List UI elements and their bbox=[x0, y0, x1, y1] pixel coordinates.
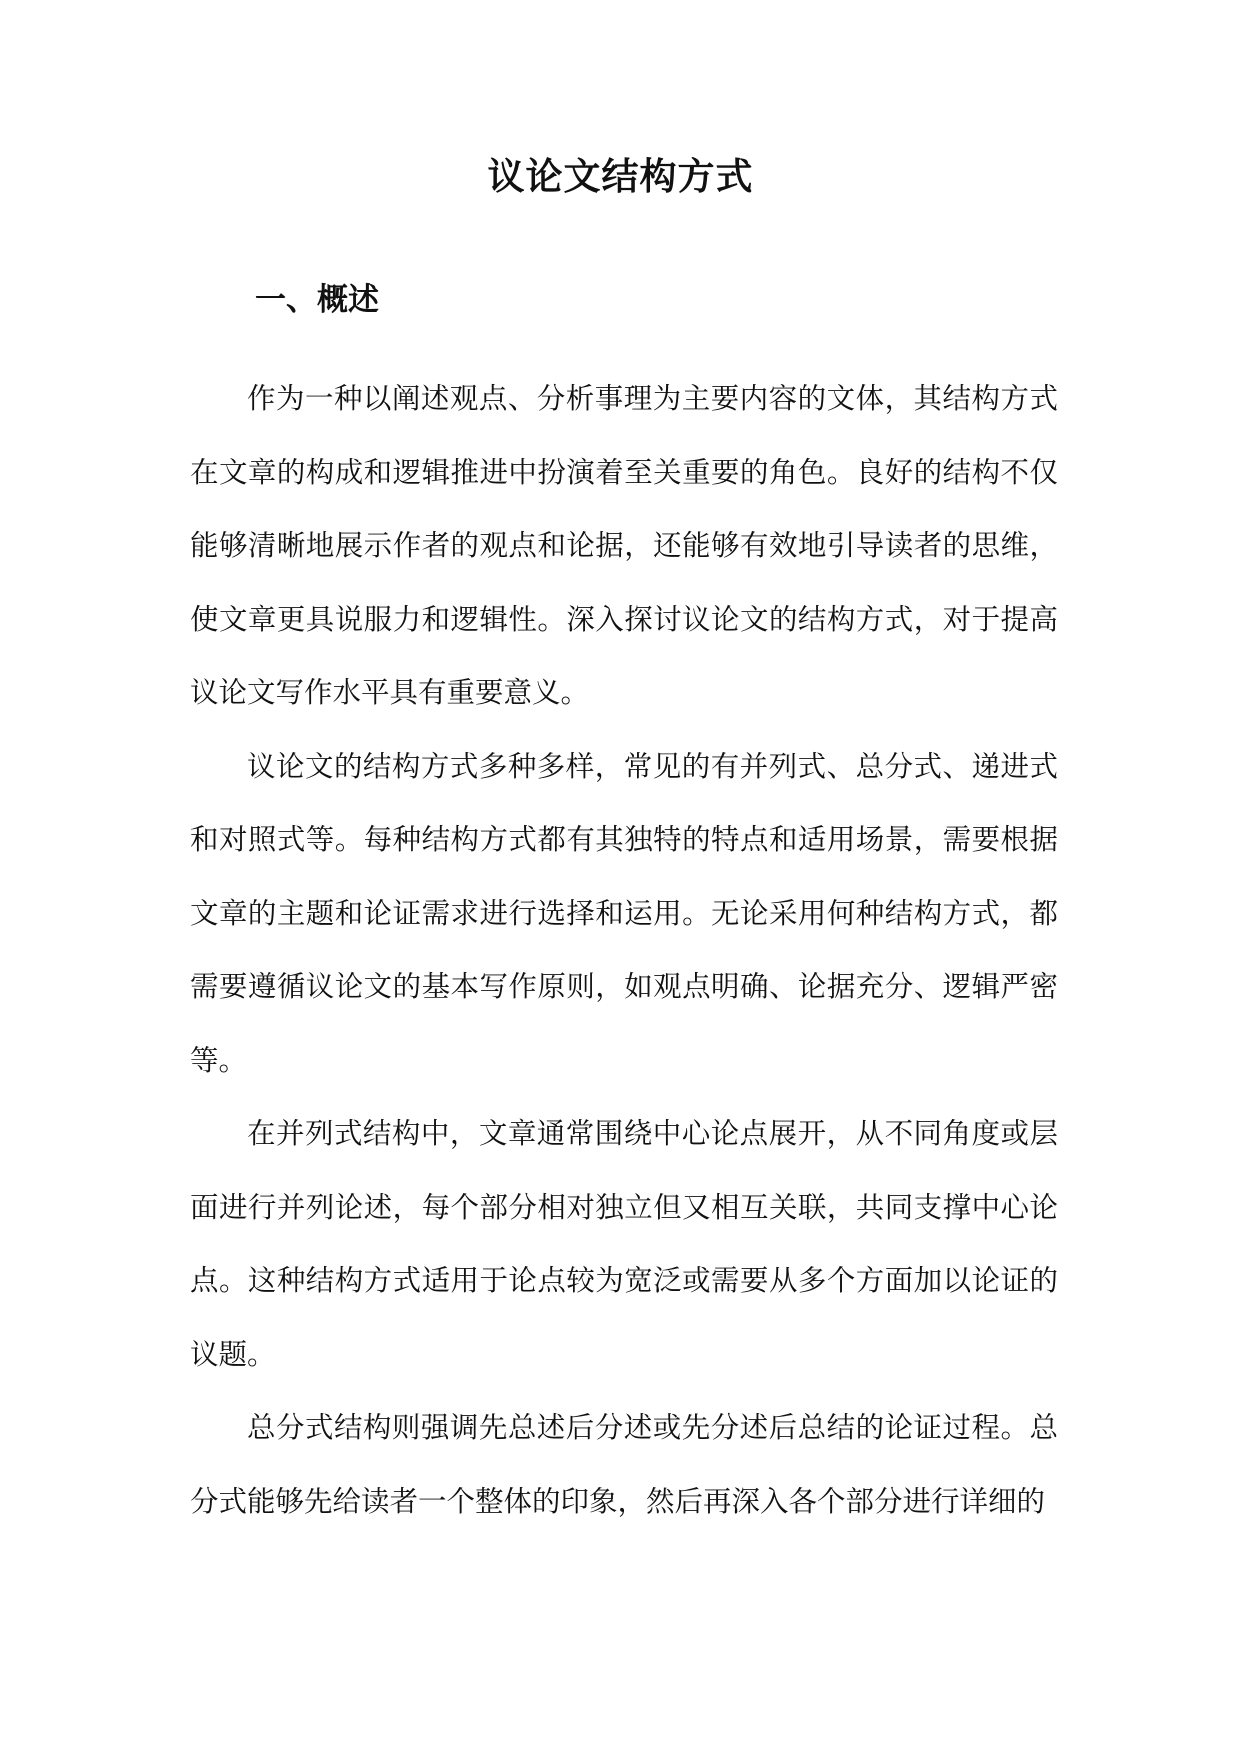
paragraph: 作为一种以阐述观点、分析事理为主要内容的文体，其结构方式在文章的构成和逻辑推进中扮演着至关重要的角色。良好的结构不仅能够清晰地展示作者的观点和论据，还能够有效地引导读者的思维，使文章更具说服力和逻辑性。深入探讨议论文的结构方式，对于提高议论文写作水平具有重要意义。 bbox=[190, 382, 1058, 709]
paragraph: 在并列式结构中，文章通常围绕中心论点展开，从不同角度或层面进行并列论述，每个部分相对独立但又相互关联，共同支撑中心论点。这种结构方式适用于论点较为宽泛或需要从多个方面加以论证的议题。 bbox=[190, 1117, 1058, 1371]
document-title: 议论文结构方式 bbox=[487, 154, 754, 198]
paragraph: 议论文的结构方式多种多样，常见的有并列式、总分式、递进式和对照式等。每种结构方式都有其独特的特点和适用场景，需要根据文章的主题和论证需求进行选择和运用。无论采用何种结构方式，都需要遵循议论文的基本写作原则，如观点明确、论据充分、逻辑严密等。 bbox=[190, 749, 1058, 1077]
document-body bbox=[190, 362, 1058, 1538]
paragraph: 总分式结构则强调先总述后分述或先分述后总结的论证过程。总分式能够先给读者一个整体的印象，然后再深入各个部分进行详细的 bbox=[190, 1411, 1058, 1518]
section-heading: 一、概述 bbox=[255, 282, 379, 318]
